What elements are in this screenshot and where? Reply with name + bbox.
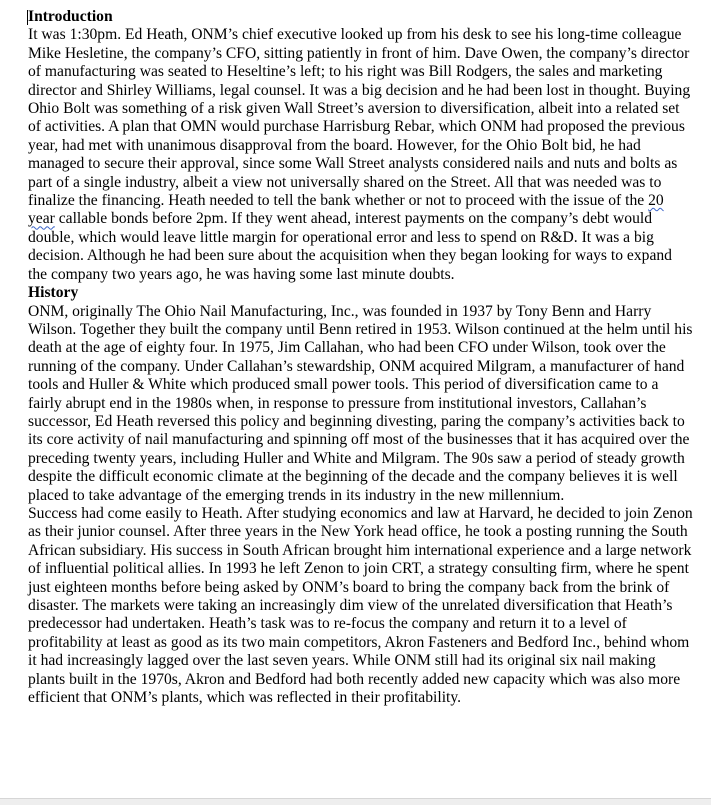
text-cursor — [27, 10, 28, 25]
introduction-paragraph — [28, 26, 693, 284]
introduction-text-part-1: It was 1:30pm. Ed Heath, ONM’s chief executive looked up from his desk to see his long-time colleague Mike Hesletine, the company’s CFO, sitting patiently in front of him. Dave Owen, the company’s director of manufacturing was seated to Heseltine’s left; to his right was Bill Rodgers, the sales and marketing director and Shirley Williams, legal counsel. It was a big decision and he had been lost in thought. Buying Ohio Bolt was something of a risk given Wall Street’s aversion to diversification, albeit into a related set of activities. A plan that OMN would purchase Harrisburg Rebar, which ONM had proposed the previous year, had met with unanimous disapproval from the board. However, for the Ohio Bolt bid, he had managed to secure their approval, since some Wall Street analysts considered nails and nuts and bolts as part of a single industry, albeit a view not universally shared on the Street. All that was needed was to finalize the financing. Heath needed to tell the bank whether or not to proceed with the issue of the — [28, 26, 691, 210]
history-paragraph-2: Success had come easily to Heath. After studying economics and law at Harvard, he decided to join Zenon as their junior counsel. After three years in the New York head office, he took a posting running the South African subsidiary. His success in South African brought him international experience and a large network of influential political allies. In 1993 he left Zenon to join CRT, a strategy consulting firm, where he spent just eighteen months before being asked by ONM’s board to bring the company back from the brink of disaster. The markets were taking an increasingly dim view of the unrelated diversification that Heath’s predecessor had undertaken. Heath’s task was to re-focus the company and return it to a level of profitability at least as good as its two main competitors, Akron Fasteners and Bedford Inc., behind whom it had increasingly lagged over the last seven years. While ONM still had its original six nail making plants built in the 1970s, Akron and Bedford had both recently added new capacity which was also more efficient that ONM’s plants, which was reflected in their profitability. — [28, 504, 693, 707]
introduction-heading — [28, 8, 693, 26]
introduction-heading-text: Introduction — [28, 8, 113, 25]
history-heading: History — [28, 284, 79, 302]
history-paragraph-1: ONM, originally The Ohio Nail Manufacturing, Inc., was founded in 1937 by Tony Benn and Harry Wilson. Together they built the company until Benn retired in 1953. Wilson continued at the helm until his death at the age of eighty four. In 1975, Jim Callahan, who had been CFO under Wilson, took over the running of the company. Under Callahan’s stewardship, ONM acquired Milgram, a manufacturer of hand tools and Huller & White which produced small power tools. This period of diversification came to a fairly abrupt end in the 1980s when, in response to pressure from institutional investors, Callahan’s successor, Ed Heath reversed this policy and beginning divesting, paring the company’s activities back to its core activity of nail manufacturing and spinning off most of the businesses that it has acquired over the preceding twenty years, including Huller and White and Milgram. The 90s saw a period of steady growth despite the difficult economic climate at the beginning of the decade and the company believes it is well placed to take advantage of the emerging trends in its industry in the new millennium. — [28, 302, 693, 504]
spellcheck-flagged-word[interactable]: 20 year — [28, 192, 664, 228]
introduction-text-part-2: callable bonds before 2pm. If they went ahead, interest payments on the company’s debt would double, which would leave little margin for operational error and less to spend on R&D. It was a big decision. Although he had been sure about the acquisition when they began looking for ways to expand the company two years ago, he was having some last minute doubts. — [28, 210, 672, 283]
